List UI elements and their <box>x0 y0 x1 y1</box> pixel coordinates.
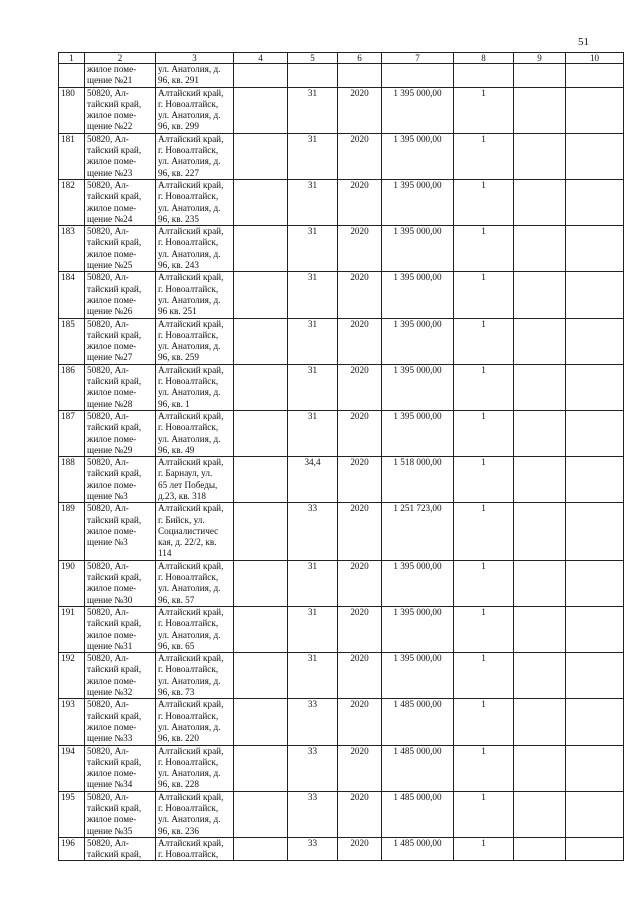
cost-cell: 1 485 000,00 <box>382 745 454 791</box>
cell-col-10-cell <box>566 226 624 272</box>
cell-col-9-cell <box>514 503 566 560</box>
count-cell: 1 <box>454 837 514 861</box>
cell-col-10-cell <box>566 503 624 560</box>
address-cell: Алтайский край, г. Новоалтайск, ул. Анатолия, д. 96, кв. 73 <box>156 653 234 699</box>
cost-cell: 1 395 000,00 <box>382 133 454 179</box>
year-cell: 2020 <box>338 503 382 560</box>
address-cell: Алтайский край, г. Новоалтайск, ул. Анатолия, д. 96 кв. 251 <box>156 272 234 318</box>
address-cell: Алтайский край, г. Новоалтайск, ул. Анатолия, д. 96, кв. 1 <box>156 364 234 410</box>
cost-cell: 1 395 000,00 <box>382 179 454 225</box>
address-cell: Алтайский край, г. Новоалтайск, ул. Анатолия, д. 96, кв. 49 <box>156 410 234 456</box>
area-cell: 34,4 <box>288 457 338 503</box>
cell-col-4-cell <box>234 410 288 456</box>
table-row <box>59 745 624 791</box>
year-cell: 2020 <box>338 272 382 318</box>
year-cell: 2020 <box>338 410 382 456</box>
year-cell: 2020 <box>338 606 382 652</box>
year-cell: 2020 <box>338 179 382 225</box>
address-cell: Алтайский край, г. Новоалтайск, ул. Анатолия, д. 96, кв. 259 <box>156 318 234 364</box>
table-row <box>59 272 624 318</box>
count-cell: 1 <box>454 653 514 699</box>
cell-col-10-cell <box>566 606 624 652</box>
row-number-cell: 189 <box>59 503 85 560</box>
cost-cell: 1 518 000,00 <box>382 457 454 503</box>
area-cell: 31 <box>288 364 338 410</box>
cell-col-4-cell <box>234 364 288 410</box>
address-cell: Алтайский край, г. Новоалтайск, ул. Анатолия, д. 96, кв. 243 <box>156 226 234 272</box>
cell-col-10-cell <box>566 653 624 699</box>
cost-cell: 1 251 723,00 <box>382 503 454 560</box>
address-cell: Алтайский край, г. Новоалтайск, ул. Анатолия, д. 96, кв. 299 <box>156 87 234 133</box>
cost-cell: 1 485 000,00 <box>382 791 454 837</box>
object-name-cell: 50820, Ал- тайский край, жилое поме- щение №26 <box>85 272 156 318</box>
row-number-cell: 180 <box>59 87 85 133</box>
cell-col-9-cell <box>514 457 566 503</box>
cost-cell: 1 395 000,00 <box>382 318 454 364</box>
cost-cell <box>382 64 454 88</box>
count-cell: 1 <box>454 226 514 272</box>
cell-col-4-cell <box>234 226 288 272</box>
year-cell: 2020 <box>338 133 382 179</box>
cost-cell: 1 395 000,00 <box>382 87 454 133</box>
address-cell: Алтайский край, г. Новоалтайск, ул. Анатолия, д. 96, кв. 228 <box>156 745 234 791</box>
year-cell: 2020 <box>338 226 382 272</box>
count-cell: 1 <box>454 272 514 318</box>
area-cell: 33 <box>288 699 338 745</box>
area-cell: 31 <box>288 410 338 456</box>
row-number-cell: 191 <box>59 606 85 652</box>
cell-col-9-cell <box>514 791 566 837</box>
cell-col-9-cell <box>514 606 566 652</box>
table-row <box>59 64 624 88</box>
row-number-cell: 196 <box>59 837 85 861</box>
year-cell: 2020 <box>338 364 382 410</box>
header-cell-7: 7 <box>382 53 454 64</box>
cell-col-10-cell <box>566 318 624 364</box>
cell-col-9-cell <box>514 64 566 88</box>
table-row <box>59 410 624 456</box>
header-cell-8: 8 <box>454 53 514 64</box>
cell-col-9-cell <box>514 87 566 133</box>
count-cell: 1 <box>454 457 514 503</box>
area-cell: 33 <box>288 791 338 837</box>
cost-cell: 1 395 000,00 <box>382 364 454 410</box>
cost-cell: 1 485 000,00 <box>382 699 454 745</box>
cell-col-10-cell <box>566 791 624 837</box>
table-row <box>59 791 624 837</box>
table-row <box>59 364 624 410</box>
year-cell: 2020 <box>338 560 382 606</box>
row-number-cell: 192 <box>59 653 85 699</box>
cell-col-10-cell <box>566 87 624 133</box>
cell-col-9-cell <box>514 410 566 456</box>
count-cell: 1 <box>454 560 514 606</box>
header-cell-1: 1 <box>59 53 85 64</box>
row-number-cell: 186 <box>59 364 85 410</box>
year-cell: 2020 <box>338 653 382 699</box>
object-name-cell: 50820, Ал- тайский край, жилое поме- щение №29 <box>85 410 156 456</box>
header-cell-6: 6 <box>338 53 382 64</box>
count-cell <box>454 64 514 88</box>
address-cell: Алтайский край, г. Новоалтайск, ул. Анатолия, д. 96, кв. 236 <box>156 791 234 837</box>
cell-col-9-cell <box>514 653 566 699</box>
property-register-table <box>58 52 624 861</box>
row-number-cell: 193 <box>59 699 85 745</box>
cell-col-10-cell <box>566 64 624 88</box>
table-row <box>59 560 624 606</box>
object-name-cell: 50820, Ал- тайский край, жилое поме- щение №28 <box>85 364 156 410</box>
count-cell: 1 <box>454 699 514 745</box>
address-cell: Алтайский край, г. Новоалтайск, ул. Анатолия, д. 96, кв. 57 <box>156 560 234 606</box>
header-cell-4: 4 <box>234 53 288 64</box>
table-row <box>59 606 624 652</box>
count-cell: 1 <box>454 410 514 456</box>
cell-col-9-cell <box>514 226 566 272</box>
cell-col-4-cell <box>234 837 288 861</box>
area-cell: 31 <box>288 133 338 179</box>
table-row <box>59 133 624 179</box>
count-cell: 1 <box>454 318 514 364</box>
cell-col-9-cell <box>514 745 566 791</box>
row-number-cell: 194 <box>59 745 85 791</box>
area-cell: 31 <box>288 272 338 318</box>
object-name-cell: 50820, Ал- тайский край, жилое поме- щение №25 <box>85 226 156 272</box>
header-cell-10: 10 <box>566 53 624 64</box>
year-cell: 2020 <box>338 318 382 364</box>
row-number-cell <box>59 64 85 88</box>
cost-cell: 1 395 000,00 <box>382 410 454 456</box>
cell-col-10-cell <box>566 745 624 791</box>
cell-col-4-cell <box>234 745 288 791</box>
cell-col-10-cell <box>566 364 624 410</box>
area-cell: 31 <box>288 87 338 133</box>
row-number-cell: 195 <box>59 791 85 837</box>
object-name-cell: 50820, Ал- тайский край, жилое поме- щение №22 <box>85 87 156 133</box>
cell-col-4-cell <box>234 699 288 745</box>
cell-col-9-cell <box>514 272 566 318</box>
cell-col-9-cell <box>514 364 566 410</box>
object-name-cell: 50820, Ал- тайский край, жилое поме- щение №33 <box>85 699 156 745</box>
area-cell <box>288 64 338 88</box>
cell-col-4-cell <box>234 64 288 88</box>
year-cell: 2020 <box>338 791 382 837</box>
row-number-cell: 181 <box>59 133 85 179</box>
count-cell: 1 <box>454 133 514 179</box>
column-number-header-row <box>59 53 624 64</box>
year-cell <box>338 64 382 88</box>
row-number-cell: 188 <box>59 457 85 503</box>
area-cell: 31 <box>288 560 338 606</box>
object-name-cell: 50820, Ал- тайский край, жилое поме- щение №27 <box>85 318 156 364</box>
cost-cell: 1 395 000,00 <box>382 226 454 272</box>
cell-col-4-cell <box>234 653 288 699</box>
object-name-cell: жилое поме- щение №21 <box>85 64 156 88</box>
table-row <box>59 837 624 861</box>
area-cell: 33 <box>288 503 338 560</box>
object-name-cell: 50820, Ал- тайский край, жилое поме- щение №32 <box>85 653 156 699</box>
cell-col-9-cell <box>514 837 566 861</box>
cell-col-9-cell <box>514 179 566 225</box>
cell-col-4-cell <box>234 503 288 560</box>
table-row <box>59 318 624 364</box>
page-number: 51 <box>578 36 589 48</box>
row-number-cell: 184 <box>59 272 85 318</box>
cell-col-4-cell <box>234 457 288 503</box>
area-cell: 31 <box>288 606 338 652</box>
object-name-cell: 50820, Ал- тайский край, жилое поме- щение №31 <box>85 606 156 652</box>
cell-col-9-cell <box>514 318 566 364</box>
area-cell: 33 <box>288 745 338 791</box>
cell-col-4-cell <box>234 791 288 837</box>
cell-col-4-cell <box>234 133 288 179</box>
area-cell: 31 <box>288 318 338 364</box>
year-cell: 2020 <box>338 699 382 745</box>
address-cell: Алтайский край, г. Новоалтайск, <box>156 837 234 861</box>
header-cell-9: 9 <box>514 53 566 64</box>
year-cell: 2020 <box>338 87 382 133</box>
table-row <box>59 457 624 503</box>
row-number-cell: 185 <box>59 318 85 364</box>
area-cell: 31 <box>288 179 338 225</box>
count-cell: 1 <box>454 87 514 133</box>
cell-col-4-cell <box>234 560 288 606</box>
table-row <box>59 226 624 272</box>
cost-cell: 1 395 000,00 <box>382 560 454 606</box>
year-cell: 2020 <box>338 457 382 503</box>
cell-col-10-cell <box>566 837 624 861</box>
header-cell-3: 3 <box>156 53 234 64</box>
address-cell: Алтайский край, г. Новоалтайск, ул. Анатолия, д. 96, кв. 220 <box>156 699 234 745</box>
cell-col-10-cell <box>566 133 624 179</box>
address-cell: ул. Анатолия, д. 96, кв. 291 <box>156 64 234 88</box>
year-cell: 2020 <box>338 745 382 791</box>
object-name-cell: 50820, Ал- тайский край, жилое поме- щение №23 <box>85 133 156 179</box>
address-cell: Алтайский край, г. Новоалтайск, ул. Анатолия, д. 96, кв. 227 <box>156 133 234 179</box>
table-row <box>59 179 624 225</box>
cost-cell: 1 395 000,00 <box>382 272 454 318</box>
cost-cell: 1 395 000,00 <box>382 606 454 652</box>
cost-cell: 1 485 000,00 <box>382 837 454 861</box>
area-cell: 31 <box>288 226 338 272</box>
object-name-cell: 50820, Ал- тайский край, жилое поме- щение №3 <box>85 457 156 503</box>
header-cell-2: 2 <box>85 53 156 64</box>
table-row <box>59 653 624 699</box>
row-number-cell: 190 <box>59 560 85 606</box>
row-number-cell: 187 <box>59 410 85 456</box>
table-row <box>59 503 624 560</box>
object-name-cell: 50820, Ал- тайский край, жилое поме- щение №30 <box>85 560 156 606</box>
cell-col-4-cell <box>234 179 288 225</box>
address-cell: Алтайский край, г. Новоалтайск, ул. Анатолия, д. 96, кв. 235 <box>156 179 234 225</box>
object-name-cell: 50820, Ал- тайский край, жилое поме- щение №24 <box>85 179 156 225</box>
count-cell: 1 <box>454 606 514 652</box>
cell-col-4-cell <box>234 87 288 133</box>
area-cell: 31 <box>288 653 338 699</box>
cell-col-9-cell <box>514 560 566 606</box>
object-name-cell: 50820, Ал- тайский край, <box>85 837 156 861</box>
table-body <box>59 53 624 861</box>
cell-col-4-cell <box>234 318 288 364</box>
cell-col-4-cell <box>234 272 288 318</box>
cell-col-10-cell <box>566 457 624 503</box>
address-cell: Алтайский край, г. Барнаул, ул. 65 лет Победы, д.23, кв. 318 <box>156 457 234 503</box>
count-cell: 1 <box>454 503 514 560</box>
cell-col-10-cell <box>566 179 624 225</box>
object-name-cell: 50820, Ал- тайский край, жилое поме- щение №35 <box>85 791 156 837</box>
cell-col-9-cell <box>514 133 566 179</box>
year-cell: 2020 <box>338 837 382 861</box>
object-name-cell: 50820, Ал- тайский край, жилое поме- щение №34 <box>85 745 156 791</box>
header-cell-5: 5 <box>288 53 338 64</box>
area-cell: 33 <box>288 837 338 861</box>
row-number-cell: 183 <box>59 226 85 272</box>
address-cell: Алтайский край, г. Новоалтайск, ул. Анатолия, д. 96, кв. 65 <box>156 606 234 652</box>
cell-col-10-cell <box>566 410 624 456</box>
table-row <box>59 87 624 133</box>
cost-cell: 1 395 000,00 <box>382 653 454 699</box>
cell-col-10-cell <box>566 272 624 318</box>
count-cell: 1 <box>454 745 514 791</box>
count-cell: 1 <box>454 179 514 225</box>
cell-col-4-cell <box>234 606 288 652</box>
count-cell: 1 <box>454 791 514 837</box>
cell-col-10-cell <box>566 699 624 745</box>
cell-col-10-cell <box>566 560 624 606</box>
address-cell: Алтайский край, г. Бийск, ул. Социалистичес кая, д. 22/2, кв. 114 <box>156 503 234 560</box>
count-cell: 1 <box>454 364 514 410</box>
row-number-cell: 182 <box>59 179 85 225</box>
table-row <box>59 699 624 745</box>
object-name-cell: 50820, Ал- тайский край, жилое поме- щение №3 <box>85 503 156 560</box>
cell-col-9-cell <box>514 699 566 745</box>
